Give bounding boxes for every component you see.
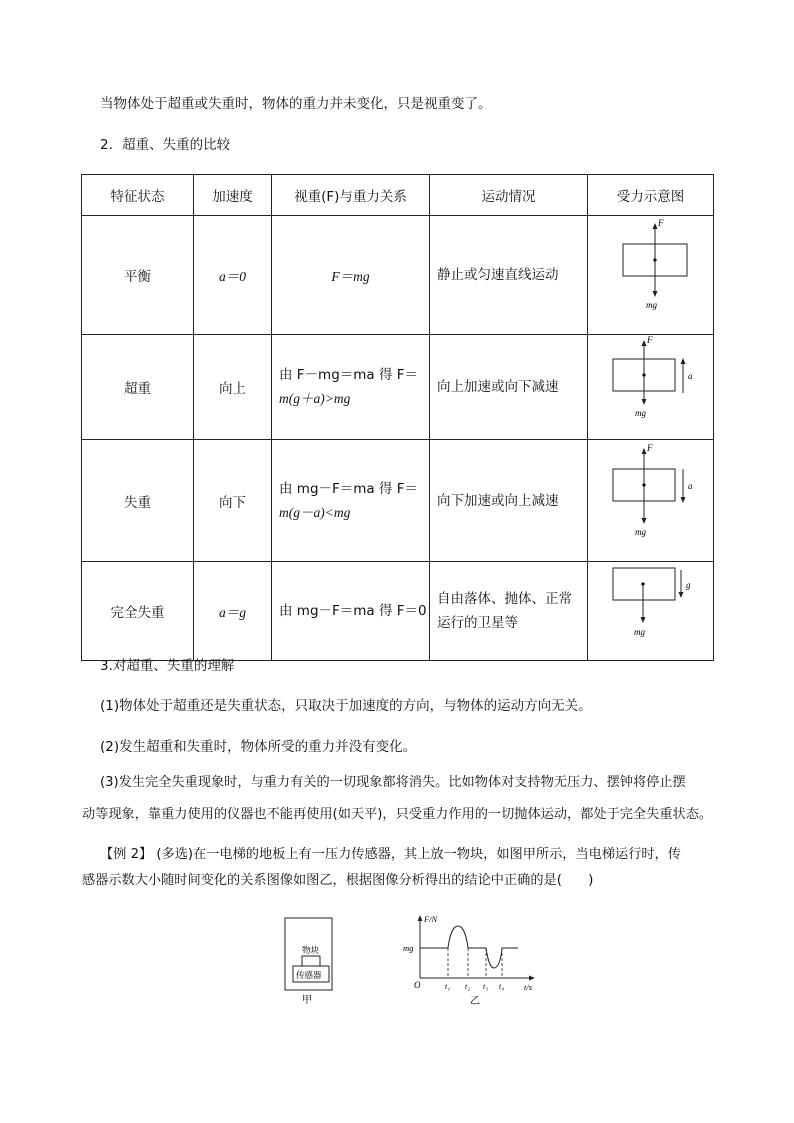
- tick-label: t₁: [445, 982, 451, 991]
- force-diagram-equilibrium: [589, 216, 713, 330]
- point-1: (1)物体处于超重还是失重状态，只取决于加速度的方向，与物体的运动方向无关。: [100, 698, 592, 714]
- force-label: F: [657, 218, 663, 228]
- figure-yi-graph: [398, 912, 546, 1008]
- header-state: 特征状态: [82, 175, 194, 216]
- tick-label: t₃: [483, 982, 489, 991]
- origin-label: O: [414, 980, 421, 990]
- force-diagram-cell: [588, 335, 714, 440]
- y-axis-label: F/N: [424, 914, 438, 924]
- header-accel: 加速度: [194, 175, 272, 216]
- arrow-head-icon: [418, 915, 423, 921]
- accel-cell: 向上: [194, 335, 272, 440]
- accel-cell: a＝0: [194, 216, 272, 335]
- accel-cell: a＝g: [194, 562, 272, 661]
- arrow-head-icon: [641, 399, 646, 405]
- force-diagram-complete-weightless: [589, 562, 713, 656]
- example-tag: 【例 2】: [100, 847, 153, 862]
- arrow-head-icon: [640, 617, 645, 623]
- x-axis-label: t/s: [524, 982, 533, 992]
- section-3-title: 3.对超重、失重的理解: [100, 658, 235, 674]
- tick-label: t₄: [499, 982, 505, 991]
- header-diagram: 受力示意图: [588, 175, 714, 216]
- table-row: [82, 440, 714, 562]
- force-diagram-overweight: [589, 335, 713, 435]
- accel-cell: 向下: [194, 440, 272, 562]
- figure-jia-caption: 甲: [302, 995, 312, 1006]
- motion-cell: 向下加速或向上减速: [430, 440, 588, 562]
- relation-cell: 由 mg－F＝ma 得 F＝0: [272, 562, 430, 661]
- acceleration-label: a: [687, 371, 692, 381]
- gravity-label: mg: [633, 627, 645, 637]
- motion-line: 自由落体、抛体、正常: [437, 591, 572, 607]
- relation-cell: [272, 335, 430, 440]
- comparison-table: [81, 174, 714, 661]
- motion-cell: 向上加速或向下减速: [430, 335, 588, 440]
- force-curve: [420, 926, 518, 968]
- table-row: [82, 216, 714, 335]
- state-cell: 失重: [82, 440, 194, 562]
- header-relation: 视重(F)与重力关系: [272, 175, 430, 216]
- relation-line: m(g－a)<mg: [279, 504, 351, 520]
- table-row: [82, 335, 714, 440]
- state-cell: 完全失重: [82, 562, 194, 661]
- acceleration-label: a: [687, 480, 692, 491]
- arrow-head-icon: [641, 340, 646, 346]
- header-motion: 运动情况: [430, 175, 588, 216]
- motion-cell: [430, 562, 588, 661]
- gravity-label: mg: [634, 526, 646, 537]
- table-header-row: [82, 175, 714, 216]
- figure-yi-caption: 乙: [470, 996, 480, 1007]
- point-2: (2)发生超重和失重时，物体所受的重力并没有变化。: [100, 739, 417, 755]
- section-2-title: 2．超重、失重的比较: [100, 137, 231, 153]
- force-diagram-weightless: [589, 441, 713, 557]
- relation-line: 由 mg－F＝ma 得 F＝: [279, 480, 419, 497]
- relation-cell: [272, 440, 430, 562]
- example-2-line-2: 感器示数大小随时间变化的关系图像如图乙，根据图像分析得出的结论中正确的是( ): [82, 873, 594, 888]
- mg-label: mg: [403, 943, 414, 953]
- relation-line: m(g＋a)>mg: [279, 391, 351, 406]
- arrow-head-icon: [652, 291, 657, 297]
- relation-cell: F＝mg: [272, 216, 430, 335]
- gravity-label: mg: [634, 408, 646, 418]
- state-cell: 超重: [82, 335, 194, 440]
- state-cell: 平衡: [82, 216, 194, 335]
- motion-cell: 静止或匀速直线运动: [430, 216, 588, 335]
- intro-text: 当物体处于超重或失重时，物体的重力并未变化，只是视重变了。: [100, 96, 492, 112]
- point-3-line-1: (3)发生完全失重现象时，与重力有关的一切现象都将消失。比如物体对支持物无压力、摆钟将停止摆: [100, 775, 686, 790]
- arrow-head-icon: [529, 976, 535, 981]
- point-3-line-2: 动等现象，靠重力使用的仪器也不能再使用(如天平)，只受重力作用的一切抛体运动，都处于完全失重状态。: [82, 807, 713, 822]
- force-diagram-cell: [588, 440, 714, 562]
- block-box: [302, 956, 320, 966]
- example-2-line-1: [100, 845, 681, 865]
- force-label: F: [646, 442, 652, 453]
- example-text: (多选)在一电梯的地板上有一压力传感器，其上放一物块，如图甲所示，当电梯运行时，传: [156, 847, 681, 862]
- arrow-head-icon: [680, 497, 685, 503]
- arrow-head-icon: [678, 592, 683, 598]
- force-diagram-cell: [588, 216, 714, 335]
- relation-line: 由 F－mg＝ma 得 F＝: [279, 367, 419, 383]
- arrow-head-icon: [652, 223, 657, 229]
- motion-line: 运行的卫星等: [437, 615, 518, 631]
- arrow-head-icon: [680, 358, 685, 364]
- tick-label: t₂: [465, 982, 471, 991]
- arrow-head-icon: [641, 518, 646, 524]
- gravity-label: mg: [645, 300, 657, 310]
- table-row: [82, 562, 714, 661]
- block-label: 物块: [302, 945, 320, 955]
- force-label: F: [646, 335, 652, 345]
- arrow-head-icon: [641, 448, 646, 454]
- force-diagram-cell: [588, 562, 714, 661]
- figure-jia-elevator: [282, 916, 334, 1008]
- acceleration-label: g: [685, 580, 690, 590]
- sensor-label: 传感器: [296, 970, 322, 980]
